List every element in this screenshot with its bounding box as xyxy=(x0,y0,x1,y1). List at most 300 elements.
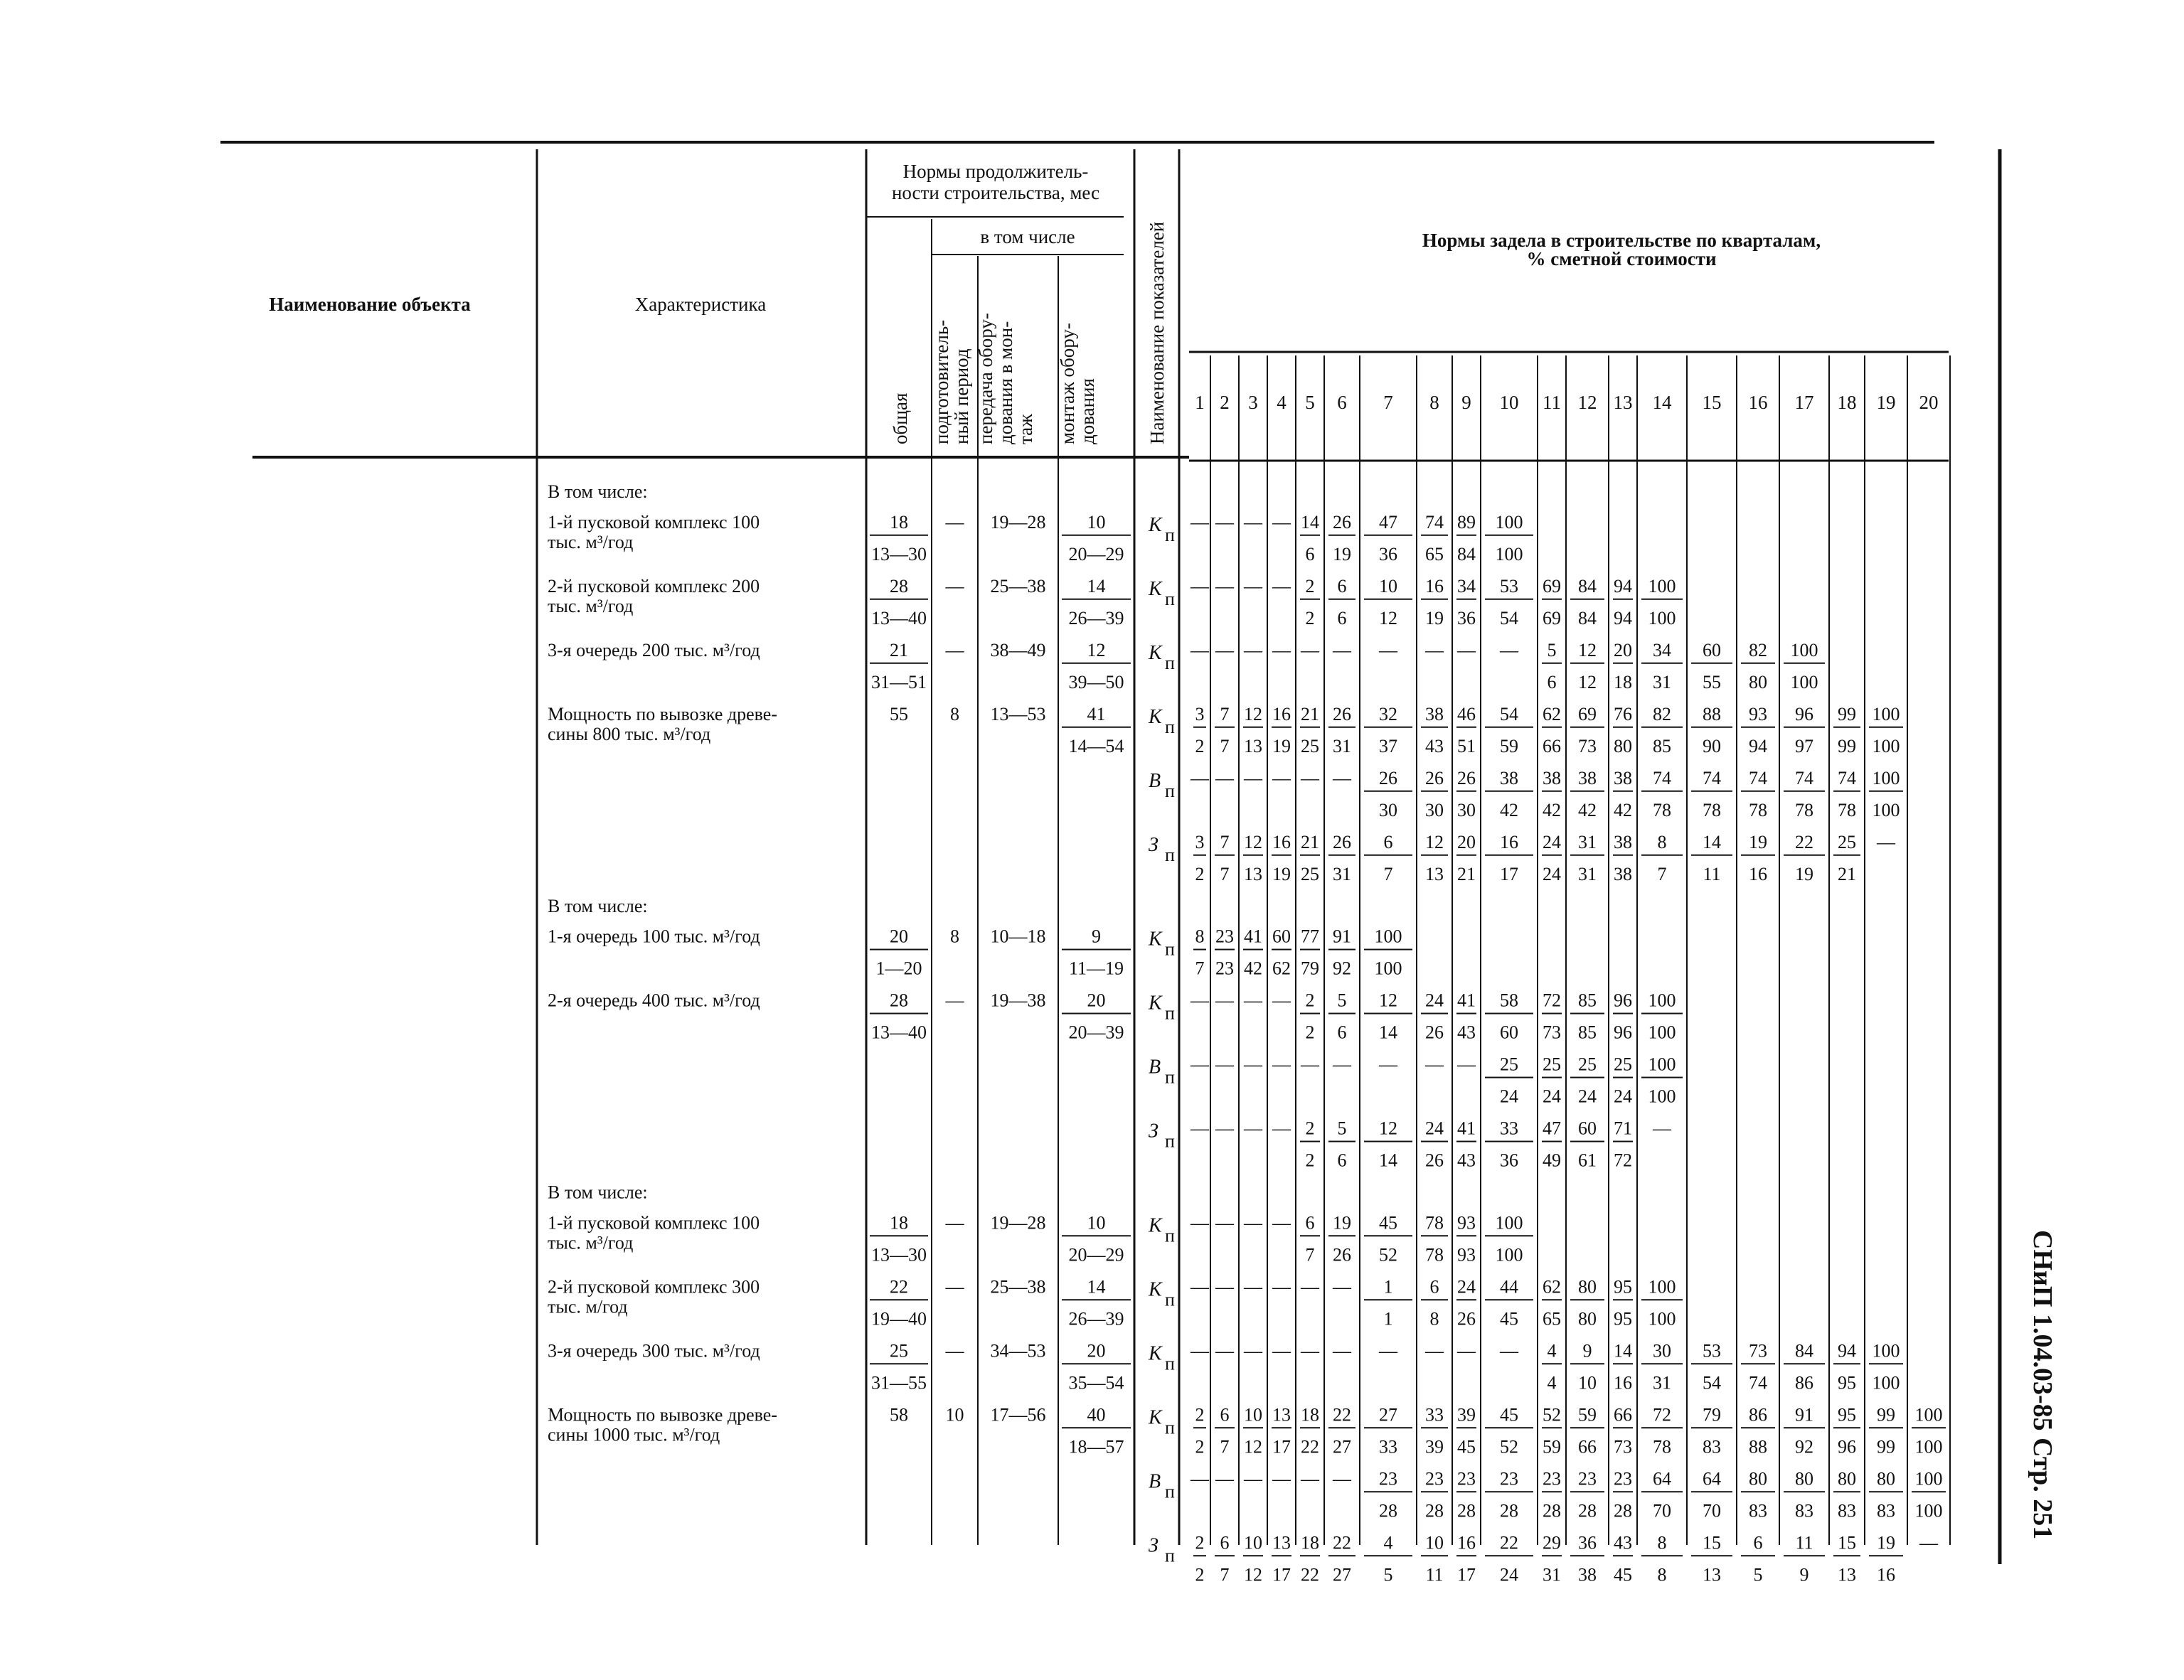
quarter-value: — xyxy=(1244,1468,1262,1489)
quarter-value: 14 xyxy=(1703,831,1721,852)
quarter-value: 80 xyxy=(1578,1276,1597,1298)
duration-prep: 8 xyxy=(950,703,959,724)
quarter-value: 16 xyxy=(1500,831,1518,852)
row-characteristic: 2-й пусковой комплекс 200 xyxy=(548,575,760,596)
indicator-symbol: К xyxy=(1149,1406,1162,1429)
duration-total: 25 xyxy=(890,1340,908,1361)
quarter-value: — xyxy=(1244,639,1262,660)
duration-mount: 20 xyxy=(1087,990,1106,1011)
quarter-value: 79 xyxy=(1703,1404,1721,1425)
duration-total: 55 xyxy=(890,703,908,724)
quarter-value: — xyxy=(1190,639,1209,660)
quarter-value: 32 xyxy=(1379,703,1397,724)
quarter-value: 100 xyxy=(1648,990,1676,1011)
quarter-value: 52 xyxy=(1500,1436,1518,1457)
quarter-value: 36 xyxy=(1578,1532,1597,1553)
quarter-value: 13 xyxy=(1703,1564,1721,1585)
duration-mount: 12 xyxy=(1087,639,1106,660)
quarter-value: 6 xyxy=(1305,1212,1315,1234)
quarter-value: 21 xyxy=(1301,831,1319,852)
duration-prep: — xyxy=(945,1276,964,1298)
quarter-value: 65 xyxy=(1425,543,1444,565)
duration-mount: 10 xyxy=(1087,1212,1106,1234)
quarter-value: 100 xyxy=(1872,735,1900,756)
quarter-value: 11 xyxy=(1795,1532,1813,1553)
quarter-value: 27 xyxy=(1333,1436,1351,1457)
quarter-value: 19 xyxy=(1333,1212,1351,1234)
quarter-value: 24 xyxy=(1457,1276,1476,1298)
quarter-value: — xyxy=(1215,990,1234,1011)
quarter-value: 49 xyxy=(1543,1150,1561,1171)
quarter-value: 22 xyxy=(1333,1532,1351,1553)
duration-transfer: 25—38 xyxy=(990,575,1046,596)
indicator-subscript: п xyxy=(1165,1353,1175,1374)
quarter-value: — xyxy=(1244,1054,1262,1075)
duration-prep: — xyxy=(945,1212,964,1234)
quarter-value: 96 xyxy=(1614,990,1632,1011)
quarter-value: 100 xyxy=(1872,1372,1900,1393)
quarter-value: 23 xyxy=(1215,958,1234,979)
quarter-value: 7 xyxy=(1383,863,1393,884)
quarter-value: — xyxy=(1272,575,1291,596)
indicator-symbol: К xyxy=(1149,1342,1162,1365)
quarter-value: 23 xyxy=(1379,1468,1397,1489)
quarter-value: 94 xyxy=(1614,575,1632,596)
quarter-value: 93 xyxy=(1457,1244,1476,1266)
quarter-value: 47 xyxy=(1543,1118,1561,1139)
quarter-value: 20 xyxy=(1614,639,1632,660)
quarter-value: — xyxy=(1379,1054,1397,1075)
duration-total: 28 xyxy=(890,575,908,596)
quarter-value: 24 xyxy=(1578,1086,1597,1107)
header-total: общая xyxy=(890,392,911,444)
row-characteristic: 1-й пусковой комплекс 100 xyxy=(548,511,760,533)
quarter-value: 100 xyxy=(1914,1404,1943,1425)
quarter-value: 22 xyxy=(1301,1436,1319,1457)
quarter-value: 1 xyxy=(1383,1276,1393,1298)
quarter-value: — xyxy=(1272,1468,1291,1489)
duration-total: 21 xyxy=(890,639,908,660)
quarter-value: 74 xyxy=(1795,767,1813,788)
duration-prep: — xyxy=(945,511,964,533)
quarter-value: 73 xyxy=(1578,735,1597,756)
quarter-value: 99 xyxy=(1838,735,1856,756)
quarter-value: 14 xyxy=(1379,1150,1397,1171)
quarter-value: 88 xyxy=(1749,1436,1767,1457)
quarter-value: 58 xyxy=(1500,990,1518,1011)
duration-prep: — xyxy=(945,1340,964,1361)
indicator-symbol: З xyxy=(1149,833,1158,856)
quarter-value: 100 xyxy=(1872,767,1900,788)
quarter-value: 8 xyxy=(1657,1532,1667,1553)
quarter-value: 64 xyxy=(1653,1468,1671,1489)
quarter-value: 26 xyxy=(1333,703,1351,724)
quarter-value: 83 xyxy=(1838,1500,1856,1521)
quarter-value: — xyxy=(1457,1054,1476,1075)
quarter-value: 7 xyxy=(1220,831,1230,852)
quarter-value: 25 xyxy=(1500,1054,1518,1075)
indicator-subscript: п xyxy=(1165,780,1175,801)
quarter-value: 24 xyxy=(1500,1564,1518,1585)
duration-total-range: 31—51 xyxy=(871,671,927,692)
quarter-value: 99 xyxy=(1877,1404,1895,1425)
duration-mount-range: 35—54 xyxy=(1068,1372,1124,1393)
quarter-value: — xyxy=(1653,1118,1671,1139)
indicator-subscript: п xyxy=(1165,1481,1175,1502)
quarter-value: — xyxy=(1272,990,1291,1011)
duration-total: 20 xyxy=(890,926,908,947)
quarter-value: — xyxy=(1272,1212,1291,1234)
quarter-value: 84 xyxy=(1578,575,1597,596)
duration-transfer: 17—56 xyxy=(990,1404,1046,1425)
duration-mount: 41 xyxy=(1087,703,1106,724)
quarter-value: 21 xyxy=(1457,863,1476,884)
quarter-header: 6 xyxy=(1337,392,1347,413)
indicator-subscript: п xyxy=(1165,652,1175,673)
quarter-value: 2 xyxy=(1305,990,1315,1011)
duration-transfer: 34—53 xyxy=(990,1340,1046,1361)
quarter-value: 74 xyxy=(1425,511,1444,533)
quarter-value: — xyxy=(1333,1468,1351,1489)
quarter-value: 94 xyxy=(1749,735,1767,756)
header-including: в том числе xyxy=(980,226,1075,247)
quarter-value: — xyxy=(1272,511,1291,533)
quarter-value: 96 xyxy=(1614,1022,1632,1043)
indicator-symbol: К xyxy=(1149,1214,1162,1237)
quarter-value: — xyxy=(1215,639,1234,660)
quarter-value: — xyxy=(1244,990,1262,1011)
quarter-value: — xyxy=(1301,1276,1319,1298)
quarter-value: 7 xyxy=(1657,863,1667,884)
quarter-value: 8 xyxy=(1657,1564,1667,1585)
quarter-value: 21 xyxy=(1301,703,1319,724)
quarter-value: 2 xyxy=(1195,1564,1205,1585)
quarter-value: 4 xyxy=(1547,1340,1557,1361)
indicator-symbol: В xyxy=(1149,1470,1161,1493)
quarter-value: 74 xyxy=(1838,767,1856,788)
duration-total: 22 xyxy=(890,1276,908,1298)
quarter-value: 95 xyxy=(1838,1372,1856,1393)
header-indicator: Наименование показателей xyxy=(1146,221,1168,444)
quarter-value: — xyxy=(1877,831,1895,852)
quarter-value: 84 xyxy=(1578,607,1597,628)
quarter-value: — xyxy=(1301,767,1319,788)
quarter-value: 100 xyxy=(1495,511,1523,533)
header-transfer: таж xyxy=(1015,414,1036,444)
row-characteristic: В том числе: xyxy=(548,1182,648,1203)
quarter-header: 19 xyxy=(1876,392,1896,413)
quarter-value: 100 xyxy=(1374,926,1402,947)
quarter-value: 28 xyxy=(1425,1500,1444,1521)
quarter-value: 100 xyxy=(1495,543,1523,565)
quarter-value: 80 xyxy=(1749,671,1767,692)
quarter-value: 18 xyxy=(1301,1532,1319,1553)
quarter-value: 88 xyxy=(1703,703,1721,724)
quarter-value: 8 xyxy=(1657,831,1667,852)
row-characteristic: 2-й пусковой комплекс 300 xyxy=(548,1276,760,1298)
quarter-value: 26 xyxy=(1333,831,1351,852)
quarter-value: 28 xyxy=(1614,1500,1632,1521)
indicator-symbol: К xyxy=(1149,928,1162,951)
quarter-value: 6 xyxy=(1337,1150,1347,1171)
quarter-value: 85 xyxy=(1578,1022,1597,1043)
row-characteristic: тыс. м³/год xyxy=(548,595,634,616)
indicator-subscript: п xyxy=(1165,716,1175,737)
duration-total-range: 19—40 xyxy=(871,1308,927,1329)
row-characteristic: сины 1000 тыс. м³/год xyxy=(548,1424,720,1445)
quarter-value: — xyxy=(1301,1054,1319,1075)
quarter-value: 39 xyxy=(1425,1436,1444,1457)
quarter-value: — xyxy=(1301,1340,1319,1361)
quarter-value: 5 xyxy=(1383,1564,1393,1585)
quarter-header: 3 xyxy=(1248,392,1258,413)
quarter-value: 23 xyxy=(1543,1468,1561,1489)
quarter-value: — xyxy=(1301,1468,1319,1489)
quarter-value: 69 xyxy=(1543,607,1561,628)
quarter-header: 10 xyxy=(1499,392,1519,413)
duration-transfer: 19—38 xyxy=(990,990,1046,1011)
quarter-value: 3 xyxy=(1195,703,1205,724)
quarter-value: — xyxy=(1215,1340,1234,1361)
quarter-value: 10 xyxy=(1379,575,1397,596)
quarter-value: 30 xyxy=(1425,799,1444,820)
quarter-value: 38 xyxy=(1578,767,1597,788)
quarter-value: 37 xyxy=(1379,735,1397,756)
row-characteristic: В том числе: xyxy=(548,895,648,916)
quarter-value: 72 xyxy=(1614,1150,1632,1171)
row-characteristic: 1-й пусковой комплекс 100 xyxy=(548,1212,760,1234)
indicator-subscript: п xyxy=(1165,1225,1175,1246)
quarter-value: 2 xyxy=(1195,1404,1205,1425)
indicator-subscript: п xyxy=(1165,938,1175,960)
quarter-value: 22 xyxy=(1795,831,1813,852)
duration-mount-range: 11—19 xyxy=(1068,958,1124,979)
quarter-value: — xyxy=(1215,1276,1234,1298)
quarter-value: 82 xyxy=(1653,703,1671,724)
duration-total: 18 xyxy=(890,1212,908,1234)
duration-mount: 20 xyxy=(1087,1340,1106,1361)
quarter-value: 77 xyxy=(1301,926,1319,947)
quarter-value: 34 xyxy=(1653,639,1671,660)
quarter-value: 46 xyxy=(1457,703,1476,724)
indicator-subscript: п xyxy=(1165,524,1175,545)
quarter-value: 15 xyxy=(1838,1532,1856,1553)
quarter-value: 25 xyxy=(1578,1054,1597,1075)
quarter-value: 60 xyxy=(1578,1118,1597,1139)
header-object-name: Наименование объекта xyxy=(269,294,471,315)
header-prep: ный период xyxy=(951,348,972,444)
quarter-value: 19 xyxy=(1272,863,1291,884)
quarter-value: — xyxy=(1190,1276,1209,1298)
quarter-value: — xyxy=(1190,1340,1209,1361)
quarter-value: 7 xyxy=(1220,1564,1230,1585)
quarter-value: — xyxy=(1244,575,1262,596)
quarter-value: — xyxy=(1190,990,1209,1011)
indicator-symbol: К xyxy=(1149,1278,1162,1301)
quarter-value: 6 xyxy=(1383,831,1393,852)
quarter-value: 23 xyxy=(1614,1468,1632,1489)
quarter-value: 24 xyxy=(1614,1086,1632,1107)
quarter-value: — xyxy=(1190,511,1209,533)
quarter-value: 80 xyxy=(1614,735,1632,756)
quarter-value: 13 xyxy=(1272,1404,1291,1425)
duration-transfer: 10—18 xyxy=(990,926,1046,947)
indicator-subscript: п xyxy=(1165,844,1175,865)
quarter-value: 18 xyxy=(1614,671,1632,692)
quarter-value: 6 xyxy=(1753,1532,1763,1553)
quarter-value: 89 xyxy=(1457,511,1476,533)
quarter-value: 2 xyxy=(1305,575,1315,596)
duration-mount-range: 26—39 xyxy=(1068,607,1124,628)
quarter-value: 38 xyxy=(1614,831,1632,852)
quarter-value: 2 xyxy=(1195,863,1205,884)
quarter-value: 30 xyxy=(1379,799,1397,820)
quarter-value: 42 xyxy=(1614,799,1632,820)
quarter-header: 18 xyxy=(1837,392,1857,413)
quarter-value: 54 xyxy=(1500,703,1518,724)
quarter-value: — xyxy=(1919,1532,1938,1553)
quarter-header: 9 xyxy=(1461,392,1471,413)
quarter-value: 4 xyxy=(1547,1372,1557,1393)
quarter-value: 26 xyxy=(1425,767,1444,788)
duration-total-range: 13—30 xyxy=(871,1244,927,1266)
quarter-value: 78 xyxy=(1703,799,1721,820)
quarter-header: 20 xyxy=(1919,392,1939,413)
quarter-value: 78 xyxy=(1653,799,1671,820)
quarter-value: 16 xyxy=(1614,1372,1632,1393)
quarter-value: 62 xyxy=(1272,958,1291,979)
quarter-value: 80 xyxy=(1838,1468,1856,1489)
quarter-value: 2 xyxy=(1195,1532,1205,1553)
quarter-value: — xyxy=(1215,1054,1234,1075)
quarter-value: 22 xyxy=(1333,1404,1351,1425)
header-mount: дования xyxy=(1077,378,1098,444)
quarter-header: 4 xyxy=(1277,392,1287,413)
row-characteristic: 3-я очередь 200 тыс. м³/год xyxy=(548,639,760,660)
row-characteristic: Мощность по вывозке древе- xyxy=(548,703,777,724)
quarter-value: 51 xyxy=(1457,735,1476,756)
quarter-value: 83 xyxy=(1795,1500,1813,1521)
quarter-value: 5 xyxy=(1337,1118,1347,1139)
quarter-header: 15 xyxy=(1702,392,1722,413)
quarter-value: 100 xyxy=(1495,1244,1523,1266)
quarter-value: 69 xyxy=(1578,703,1597,724)
quarter-value: — xyxy=(1244,767,1262,788)
quarter-value: — xyxy=(1425,1054,1444,1075)
quarter-value: 41 xyxy=(1457,1118,1476,1139)
quarter-header: 2 xyxy=(1220,392,1230,413)
quarter-value: 59 xyxy=(1500,735,1518,756)
indicator-subscript: п xyxy=(1165,1417,1175,1438)
quarter-value: 10 xyxy=(1244,1532,1262,1553)
header-prep: подготовитель- xyxy=(931,319,952,444)
quarter-value: 100 xyxy=(1790,671,1818,692)
quarter-value: — xyxy=(1272,767,1291,788)
quarter-value: 6 xyxy=(1337,575,1347,596)
quarter-value: 95 xyxy=(1614,1276,1632,1298)
duration-mount-range: 26—39 xyxy=(1068,1308,1124,1329)
quarter-value: 91 xyxy=(1333,926,1351,947)
quarter-value: 26 xyxy=(1457,767,1476,788)
quarter-value: 16 xyxy=(1272,703,1291,724)
quarter-value: 82 xyxy=(1749,639,1767,660)
quarter-value: 28 xyxy=(1457,1500,1476,1521)
quarter-value: 72 xyxy=(1543,990,1561,1011)
quarter-value: 66 xyxy=(1543,735,1561,756)
quarter-value: — xyxy=(1272,1054,1291,1075)
header-duration: Нормы продолжитель- xyxy=(902,161,1089,182)
indicator-symbol: З xyxy=(1149,1120,1158,1143)
row-characteristic: Мощность по вывозке древе- xyxy=(548,1404,777,1425)
duration-prep: 8 xyxy=(950,926,959,947)
header-duration: ности строительства, мес xyxy=(891,182,1100,203)
quarter-value: 12 xyxy=(1244,1436,1262,1457)
quarter-value: 14 xyxy=(1301,511,1319,533)
quarter-value: 100 xyxy=(1914,1436,1943,1457)
quarter-value: 100 xyxy=(1790,639,1818,660)
quarter-value: 42 xyxy=(1543,799,1561,820)
quarter-value: 23 xyxy=(1578,1468,1597,1489)
quarter-value: — xyxy=(1425,639,1444,660)
quarter-value: — xyxy=(1425,1340,1444,1361)
quarter-value: 80 xyxy=(1749,1468,1767,1489)
quarter-value: 2 xyxy=(1195,735,1205,756)
quarter-value: 5 xyxy=(1547,639,1557,660)
quarter-value: 100 xyxy=(1648,575,1676,596)
header-mount: монтаж обору- xyxy=(1057,323,1078,444)
quarter-value: 59 xyxy=(1543,1436,1561,1457)
quarter-value: 33 xyxy=(1379,1436,1397,1457)
quarter-value: 100 xyxy=(1872,799,1900,820)
quarter-value: — xyxy=(1457,639,1476,660)
quarter-value: — xyxy=(1379,639,1397,660)
quarter-value: 97 xyxy=(1795,735,1813,756)
duration-mount-range: 14—54 xyxy=(1068,735,1124,756)
quarter-header: 12 xyxy=(1577,392,1597,413)
quarter-value: 26 xyxy=(1425,1150,1444,1171)
quarter-value: 95 xyxy=(1614,1308,1632,1329)
quarter-value: 26 xyxy=(1333,1244,1351,1266)
quarter-value: 6 xyxy=(1429,1276,1439,1298)
quarter-value: — xyxy=(1333,1276,1351,1298)
duration-mount: 14 xyxy=(1087,575,1106,596)
quarter-value: 42 xyxy=(1500,799,1518,820)
quarter-value: 28 xyxy=(1379,1500,1397,1521)
quarter-value: 8 xyxy=(1429,1308,1439,1329)
quarter-value: 34 xyxy=(1457,575,1476,596)
quarter-value: 12 xyxy=(1244,1564,1262,1585)
quarter-value: 73 xyxy=(1749,1340,1767,1361)
indicator-subscript: п xyxy=(1165,1002,1175,1024)
quarter-value: 2 xyxy=(1305,1150,1315,1171)
duration-total-range: 13—40 xyxy=(871,607,927,628)
quarter-value: 78 xyxy=(1795,799,1813,820)
quarter-value: — xyxy=(1190,1212,1209,1234)
quarter-value: 41 xyxy=(1244,926,1262,947)
quarter-value: 100 xyxy=(1914,1500,1943,1521)
quarter-value: — xyxy=(1500,639,1518,660)
duration-total: 18 xyxy=(890,511,908,533)
quarter-value: 24 xyxy=(1425,1118,1444,1139)
header-transfer: дования в мон- xyxy=(995,321,1016,444)
quarter-value: 66 xyxy=(1614,1404,1632,1425)
row-characteristic: 1-я очередь 100 тыс. м³/год xyxy=(548,926,760,947)
quarter-value: 31 xyxy=(1578,863,1597,884)
quarter-value: 70 xyxy=(1653,1500,1671,1521)
quarter-value: 60 xyxy=(1500,1022,1518,1043)
quarter-value: 17 xyxy=(1457,1564,1476,1585)
quarter-value: — xyxy=(1244,1118,1262,1139)
